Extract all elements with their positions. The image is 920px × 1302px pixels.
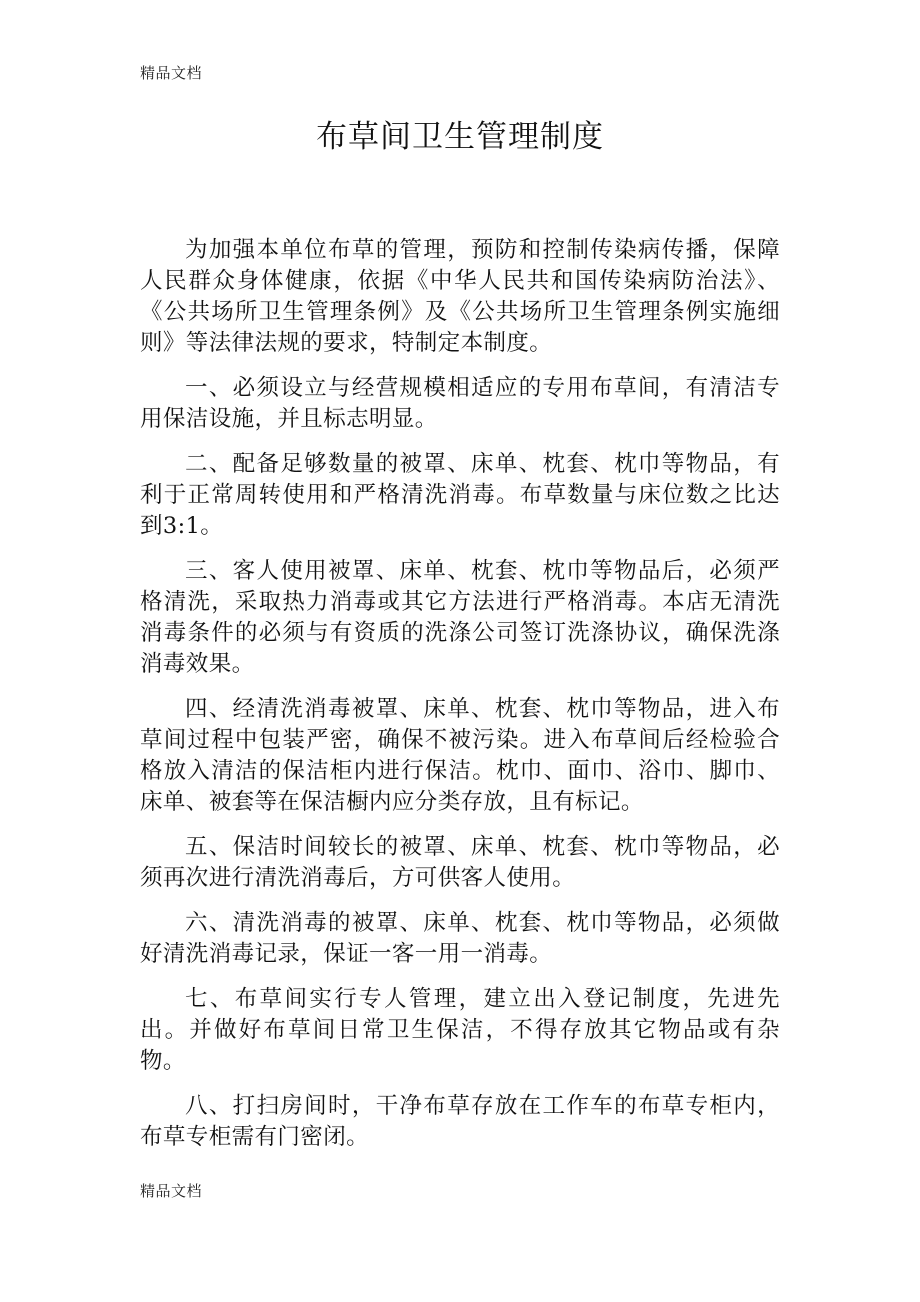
rule-paragraph-8: 八、打扫房间时，干净布草存放在工作车的布草专柜内，布草专柜需有门密闭。 [140, 1093, 780, 1150]
rule-paragraph-5: 五、保洁时间较长的被罩、床单、枕套、枕巾等物品，必须再次进行清洗消毒后，方可供客人使用。 [140, 834, 780, 891]
document-title: 布草间卫生管理制度 [316, 119, 604, 155]
footer-watermark-text: 精品文档 [140, 1182, 203, 1200]
document-body [140, 235, 780, 1167]
rule-paragraph-1: 一、必须设立与经营规模相适应的专用布草间，有清洁专用保洁设施，并且标志明显。 [140, 375, 780, 432]
header-watermark-text: 精品文档 [140, 64, 203, 82]
rule-paragraph-2: 二、配备足够数量的被罩、床单、枕套、枕巾等物品，有利于正常周转使用和严格清洗消毒。布草数量与床位数之比达到3:1。 [140, 451, 780, 539]
intro-paragraph: 为加强本单位布草的管理，预防和控制传染病传播，保障人民群众身体健康，依据《中华人民共和国传染病防治法》、《公共场所卫生管理条例》及《公共场所卫生管理条例实施细则》等法律法规的要求，特制定本制度。 [140, 237, 780, 356]
rule-paragraph-4: 四、经清洗消毒被罩、床单、枕套、枕巾等物品，进入布草间过程中包装严密，确保不被污染。进入布草间后经检验合格放入清洁的保洁柜内进行保洁。枕巾、面巾、浴巾、脚巾、床单、被套等在保洁橱内应分类存放，且有标记。 [140, 696, 780, 815]
rule-paragraph-3: 三、客人使用被罩、床单、枕套、枕巾等物品后，必须严格清洗，采取热力消毒或其它方法进行严格消毒。本店无清洗消毒条件的必须与有资质的洗涤公司签订洗涤协议，确保洗涤消毒效果。 [140, 558, 780, 677]
rule-paragraph-7: 七、布草间实行专人管理，建立出入登记制度，先进先出。并做好布草间日常卫生保洁，不得存放其它物品或有杂物。 [140, 986, 780, 1074]
rule-paragraph-6: 六、清洗消毒的被罩、床单、枕套、枕巾等物品，必须做好清洗消毒记录，保证一客一用一消毒。 [140, 910, 780, 967]
